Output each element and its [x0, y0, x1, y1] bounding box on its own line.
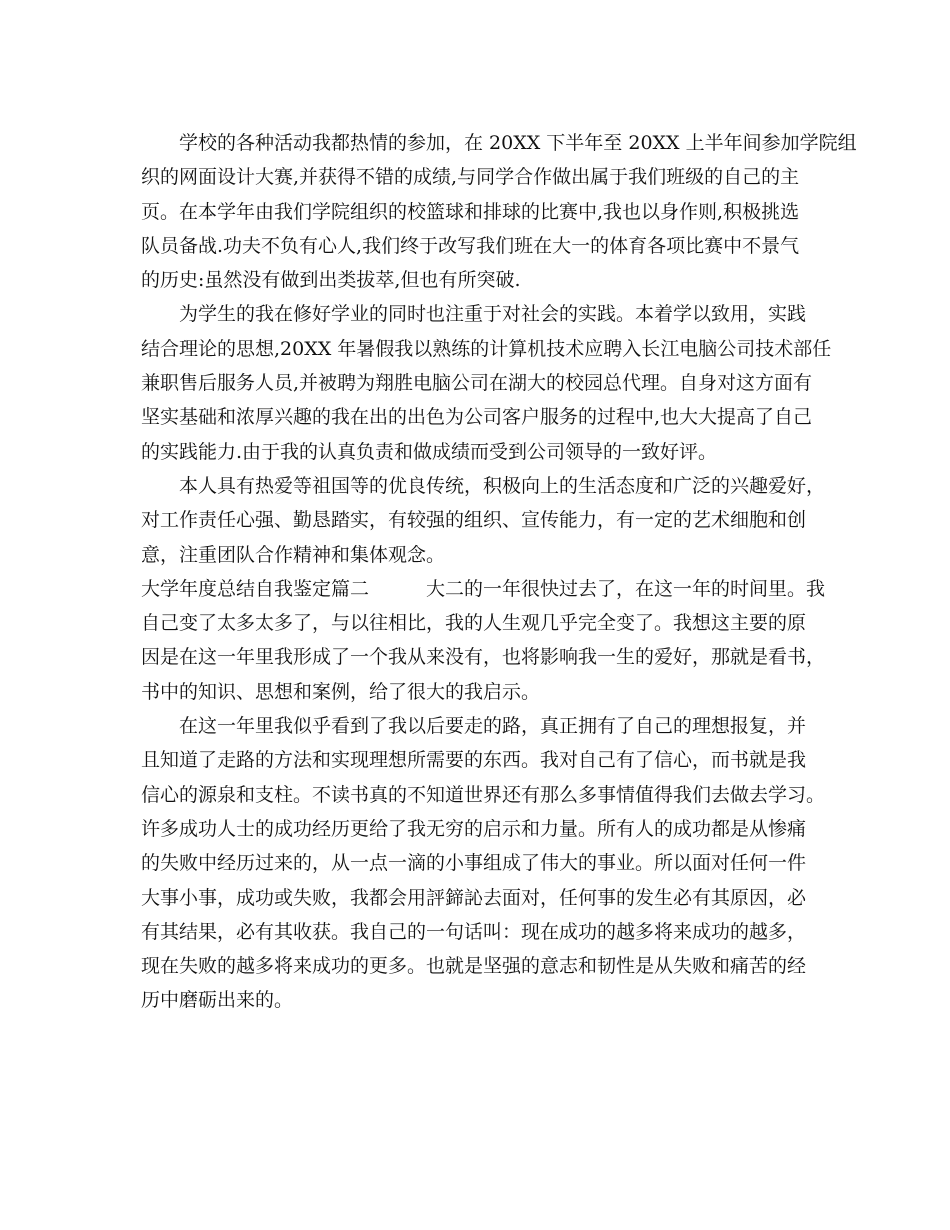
text-line: 在这一年里我似乎看到了我以后要走的路，真正拥有了自己的理想报复，并: [141, 715, 807, 738]
text-line: 意，注重团队合作精神和集体观念。: [141, 543, 446, 566]
text-line: 许多成功人士的成功经历更给了我无穷的启示和力量。所有人的成功都是从惨痛: [141, 817, 807, 840]
text-line: 信心的源泉和支柱。不读书真的不知道世界还有那么多事情值得我们去做去学习。: [141, 783, 826, 806]
text-line: 书中的知识、思想和案例，给了很大的我启示。: [141, 680, 541, 703]
text-line: 本人具有热爱等祖国等的优良传统，积极向上的生活态度和广泛的兴趣爱好，: [141, 474, 826, 497]
text-line: 有其结果，必有其收获。我自己的一句话叫：现在成功的越多将来成功的越多，: [141, 920, 807, 943]
text-line: 结合理论的思想,20XX 年暑假我以熟练的计算机技术应聘入长江电脑公司技术部任: [141, 337, 832, 360]
section-heading-line: 大学年度总结自我鉴定篇二 大二的一年很快过去了，在这一年的时间里。我: [141, 577, 826, 600]
document-body: [141, 126, 857, 1018]
text-line: 对工作责任心强、勤恳踏实，有较强的组织、宣传能力，有一定的艺术细胞和创: [141, 509, 807, 532]
text-line: 兼职售后服务人员,并被聘为翔胜电脑公司在湖大的校园总代理。自身对这方面有: [141, 372, 813, 395]
text-line: 因是在这一年里我形成了一个我从来没有，也将影响我一生的爱好，那就是看书，: [141, 646, 826, 669]
text-line: 为学生的我在修好学业的同时也注重于对社会的实践。本着学以致用，实践: [141, 303, 807, 326]
text-line: 的实践能力.由于我的认真负责和做成绩而受到公司领导的一致好评。: [141, 440, 718, 463]
text-line: 队员备战.功夫不负有心人,我们终于改写我们班在大一的体育各项比赛中不景气: [141, 234, 800, 257]
text-line: 页。在本学年由我们学院组织的校篮球和排球的比赛中,我也以身作则,积极挑选: [141, 200, 800, 223]
text-line: 织的网面设计大赛,并获得不错的成绩,与同学合作做出属于我们班级的自己的主: [141, 166, 800, 189]
text-line: 现在失败的越多将来成功的更多。也就是坚强的意志和韧性是从失败和痛苦的经: [141, 955, 807, 978]
text-line: 大事小事，成功或失败，我都会用評鍗訫去面对，任何事的发生必有其原因，必: [141, 886, 807, 909]
text-line: 自己变了太多太多了，与以往相比，我的人生观几乎完全变了。我想这主要的原: [141, 612, 807, 635]
text-line: 坚实基础和浓厚兴趣的我在出的出色为公司客户服务的过程中,也大大提高了自己: [141, 406, 813, 429]
text-line: 的失败中经历过来的，从一点一滴的小事组成了伟大的事业。所以面对任何一件: [141, 852, 807, 875]
text-line: 且知道了走路的方法和实现理想所需要的东西。我对自己有了信心，而书就是我: [141, 749, 807, 772]
text-line: 学校的各种活动我都热情的参加，在 20XX 下半年至 20XX 上半年间参加学院组: [141, 132, 857, 154]
text-line: 的历史:虽然没有做到出类拔萃,但也有所突破.: [141, 269, 521, 292]
text-line: 历中磨砺出来的。: [141, 989, 294, 1012]
